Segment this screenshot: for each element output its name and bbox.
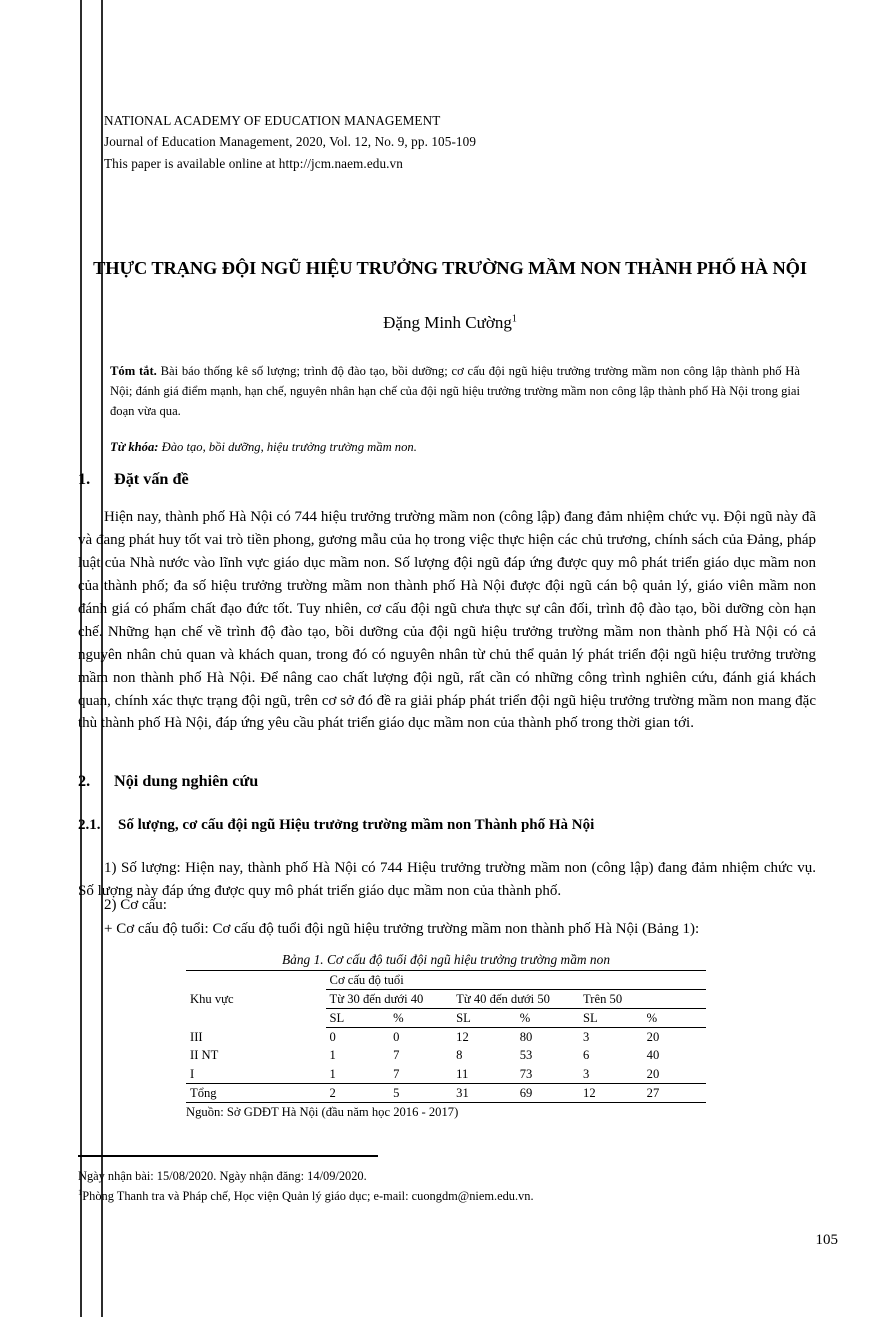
table-cell: 7 bbox=[389, 1065, 452, 1084]
heading-2-title: Nội dung nghiên cứu bbox=[114, 772, 259, 790]
heading-section-2 bbox=[78, 772, 818, 791]
table-1 bbox=[186, 970, 706, 1103]
section-1-paragraph: Hiện nay, thành phố Hà Nội có 744 hiệu trưởng trường mầm non (công lập) đang đảm nhiệm chức vụ. Đội ngũ này đã và đang phát huy tốt vai trò tiền phong, gương mẫu của họ trong việc thực hiện các chủ trương, chính sách của Đảng, pháp luật của Nhà nước vào lĩnh vực giáo dục mầm non. Số lượng đội ngũ đáp ứng được quy mô phát triển giáo dục mầm non của thành phố; đa số hiệu trưởng trường mầm non thành phố Hà Nội được đội ngũ cán bộ quản lý, giáo viên mầm non đánh giá có phẩm chất đạo đức tốt. Tuy nhiên, cơ cấu đội ngũ chưa thực sự cân đối, trình độ đào tạo, bồi dưỡng còn hạn chế. Những hạn chế về trình độ đào tạo, bồi dưỡng của đội ngũ hiệu trưởng trường mầm non thành phố Hà Nội có cả nguyên nhân chủ quan và khách quan, trong đó có nguyên nhân từ chủ thể quản lý phát triển đội ngũ hiệu trưởng trường mầm non thành phố Hà Nội. Để nâng cao chất lượng đội ngũ, rất cần có những công trình nghiên cứu, đánh giá khách quan, chính xác thực trạng đội ngũ, trên cơ sở đó đề ra giải pháp phát triển đội ngũ hiệu trưởng trường mầm non mang đặc thù thành phố Hà Nội, đáp ứng yêu cầu phát triển giáo dục mầm non của thành phố trong thời gian tới. bbox=[78, 509, 816, 732]
table-cell: 1 bbox=[326, 1065, 390, 1084]
footnote-block bbox=[78, 1168, 778, 1206]
heading-2-number: 2. bbox=[78, 772, 91, 790]
table-cell-area: I bbox=[186, 1065, 326, 1084]
journal-academy-name: NATIONAL ACADEMY OF EDUCATION MANAGEMENT bbox=[104, 113, 441, 128]
table-row bbox=[186, 1028, 706, 1047]
footnote-separator-rule bbox=[78, 1155, 378, 1157]
table-cell: 7 bbox=[393, 1048, 400, 1063]
table-header-row-group bbox=[186, 971, 706, 990]
author-name: Đặng Minh Cường bbox=[383, 313, 512, 332]
table-cell-area: II NT bbox=[190, 1048, 219, 1063]
table-cell: 73 bbox=[516, 1065, 579, 1084]
table-cell-total: 69 bbox=[516, 1083, 579, 1102]
table-subheader-pct-2: % bbox=[516, 1009, 579, 1028]
table-cell: 80 bbox=[519, 1030, 533, 1045]
table-cell: 11 bbox=[452, 1065, 516, 1084]
heading-1-title: Đặt vấn đề bbox=[114, 470, 189, 488]
table-cell: 0 bbox=[329, 1030, 336, 1045]
footnote-dates: Ngày nhận bài: 15/08/2020. Ngày nhận đăng: 14/09/2020. bbox=[78, 1169, 367, 1183]
keywords-text: Đào tạo, bồi dưỡng, hiệu trưởng trường mầm non. bbox=[158, 440, 417, 454]
footnote-affiliation: Phòng Thanh tra và Pháp chế, Học viện Quản lý giáo dục; e-mail: cuongdm@niem.edu.vn. bbox=[82, 1189, 534, 1204]
heading-section-2-1 bbox=[78, 817, 818, 834]
author-footnote-marker: 1 bbox=[511, 313, 517, 325]
table-cell: 20 bbox=[643, 1065, 706, 1084]
article-author bbox=[80, 313, 820, 333]
table-header-age-2: Từ 40 đến dưới 50 bbox=[452, 990, 579, 1009]
table-cell-total: 31 bbox=[452, 1083, 516, 1102]
abstract-block bbox=[110, 362, 800, 422]
table-cell-total: 2 bbox=[326, 1083, 390, 1102]
table-cell: 3 bbox=[583, 1030, 590, 1045]
table-total-row bbox=[186, 1083, 706, 1102]
table-cell-area-total: Tổng bbox=[186, 1083, 326, 1102]
keywords-label: Từ khóa: bbox=[110, 440, 159, 454]
table-1-caption: Bảng 1. Cơ cấu độ tuổi đội ngũ hiệu trưởng trường mầm non bbox=[281, 952, 611, 967]
heading-2-1-number: 2.1. bbox=[78, 817, 101, 833]
heading-1-number: 1. bbox=[78, 470, 91, 488]
table-cell: 0 bbox=[393, 1030, 400, 1045]
heading-section-1 bbox=[78, 470, 818, 489]
table-subheader-sl-1: SL bbox=[326, 1009, 390, 1028]
section-2-1-paragraph-1: 1) Số lượng: Hiện nay, thành phố Hà Nội có 744 Hiệu trưởng trường mầm non (công lập) đang đảm nhiệm chức vụ. Số lượng này đáp ứng được quy mô phát triển giáo dục mầm non của thành phố. bbox=[78, 860, 816, 899]
table-cell-total: 27 bbox=[643, 1083, 706, 1102]
table-cell: 40 bbox=[646, 1048, 660, 1063]
table-cell-total: 12 bbox=[579, 1083, 643, 1102]
table-row bbox=[186, 1046, 706, 1064]
table-header-age-1: Từ 30 đến dưới 40 bbox=[326, 990, 453, 1009]
page-number: 105 bbox=[815, 1232, 838, 1248]
table-cell: 3 bbox=[579, 1065, 643, 1084]
abstract-text: Bài báo thống kê số lượng; trình độ đào tạo, bồi dưỡng; cơ cấu đội ngũ hiệu trưởng trường mầm non công lập thành phố Hà Nội; đánh giá điểm mạnh, hạn chế, nguyên nhân hạn chế của đội ngũ hiệu trưởng trường mầm non công lập thành phố Hà Nội trong giai đoạn vừa qua. bbox=[110, 364, 800, 418]
table-subheader-pct-1: % bbox=[389, 1009, 452, 1028]
table-1-source: Nguồn: Sở GDĐT Hà Nội (đầu năm học 2016 - 2017) bbox=[186, 1104, 459, 1119]
table-subheader-sl-3: SL bbox=[579, 1009, 643, 1028]
section-2-1-paragraph-2: 2) Cơ cấu: bbox=[104, 897, 167, 913]
journal-citation: Journal of Education Management, 2020, Vol. 12, No. 9, pp. 105-109 bbox=[104, 134, 477, 150]
footnote-marker: 1 bbox=[78, 1186, 83, 1197]
table-subheader-pct-3: % bbox=[643, 1009, 706, 1028]
section-2-1-paragraph-3: + Cơ cấu độ tuổi: Cơ cấu độ tuổi đội ngũ hiệu trưởng trường mầm non thành phố Hà Nội (Bảng 1): bbox=[104, 921, 700, 937]
table-cell: 12 bbox=[456, 1030, 469, 1045]
table-cell: 8 bbox=[456, 1048, 463, 1063]
table-row bbox=[186, 1065, 706, 1084]
table-cell: 53 bbox=[519, 1048, 533, 1063]
table-cell: 1 bbox=[329, 1048, 336, 1063]
journal-online-url: This paper is available online at http://jcm.naem.edu.vn bbox=[104, 155, 403, 171]
journal-header bbox=[104, 110, 704, 174]
table-cell-area: III bbox=[190, 1030, 203, 1045]
keywords-block bbox=[110, 440, 800, 455]
table-header-age-3: Trên 50 bbox=[579, 990, 706, 1009]
table-cell: 20 bbox=[646, 1030, 660, 1045]
heading-2-1-title: Số lượng, cơ cấu đội ngũ Hiệu trưởng trường mầm non Thành phố Hà Nội bbox=[118, 817, 595, 833]
table-header-group: Cơ cấu độ tuổi bbox=[326, 971, 706, 990]
table-subheader-sl-2: SL bbox=[452, 1009, 516, 1028]
article-title: THỰC TRẠNG ĐỘI NGŨ HIỆU TRƯỞNG TRƯỜNG MẦM NON THÀNH PHỐ HÀ NỘI bbox=[93, 258, 807, 278]
table-1-container bbox=[186, 952, 706, 1120]
abstract-label: Tóm tắt. bbox=[110, 364, 157, 378]
footnote-affiliation-line bbox=[78, 1186, 778, 1206]
table-cell: 6 bbox=[583, 1048, 590, 1063]
table-cell-total: 5 bbox=[389, 1083, 452, 1102]
table-header-area: Khu vực bbox=[186, 971, 326, 1028]
